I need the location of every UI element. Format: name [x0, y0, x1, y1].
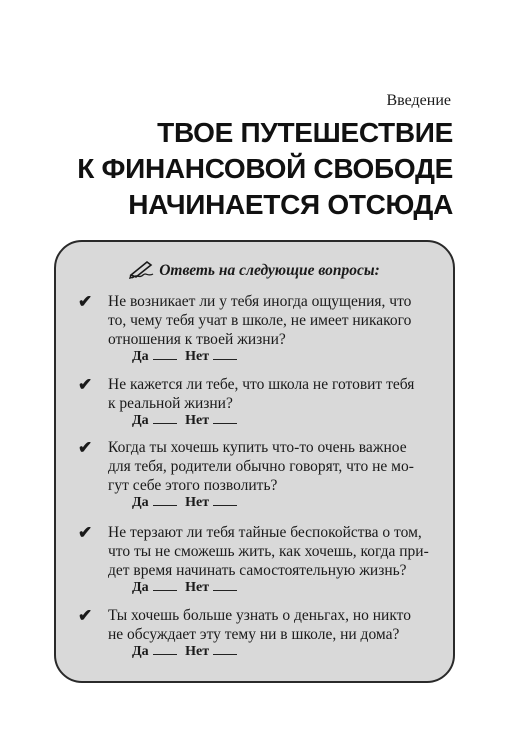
- question-text: Не возникает ли у тебя иногда ощущения, что то, чему тебя учат в школе, не имеет никакого отношения к твоей жизни?: [108, 293, 412, 348]
- yes-blank[interactable]: [153, 495, 177, 506]
- yes-blank[interactable]: [153, 580, 177, 591]
- answer-row: Да Нет: [132, 644, 242, 660]
- question-text: Когда ты хочешь купить что-то очень важное для тебя, родители обычно говорят, что не мо- гут себе этого позволить?: [108, 439, 414, 494]
- answer-row: Да Нет: [132, 413, 242, 429]
- box-header-text: Ответь на следующие вопросы:: [159, 262, 380, 280]
- answer-row: Да Нет: [132, 580, 242, 596]
- checkmark-icon: ✔: [78, 606, 93, 625]
- no-blank[interactable]: [213, 580, 237, 591]
- checkmark-icon: ✔: [78, 375, 93, 394]
- title-line-3: НАЧИНАЕТСЯ ОТСЮДА: [128, 189, 453, 220]
- answer-row: Да Нет: [132, 495, 242, 511]
- question-text: Не терзают ли тебя тайные беспокойства о том, что ты не сможешь жить, как хочешь, когда при- дет время начинать самостоятельную жизнь?: [108, 524, 429, 579]
- no-blank[interactable]: [213, 413, 237, 424]
- title-line-1: ТВОЕ ПУТЕШЕСТВИЕ: [157, 117, 453, 148]
- checkmark-icon: ✔: [78, 523, 93, 542]
- yes-blank[interactable]: [153, 413, 177, 424]
- pen-writing-icon: [129, 259, 155, 284]
- no-blank[interactable]: [213, 349, 237, 360]
- title-line-2: К ФИНАНСОВОЙ СВОБОДЕ: [77, 153, 453, 184]
- answer-row: Да Нет: [132, 349, 242, 365]
- question-text: Ты хочешь больше узнать о деньгах, но никто не обсуждает эту тему ни в школе, ни дома?: [108, 607, 411, 643]
- yes-blank[interactable]: [153, 644, 177, 655]
- checkmark-icon: ✔: [78, 438, 93, 457]
- checkmark-icon: ✔: [78, 292, 93, 311]
- yes-blank[interactable]: [153, 349, 177, 360]
- chapter-label: Введение: [386, 92, 451, 109]
- box-header: [56, 259, 453, 284]
- no-blank[interactable]: [213, 495, 237, 506]
- question-text: Не кажется ли тебе, что школа не готовит тебя к реальной жизни?: [108, 376, 415, 412]
- questions-box: [54, 240, 455, 683]
- page-title: [77, 115, 453, 223]
- no-blank[interactable]: [213, 644, 237, 655]
